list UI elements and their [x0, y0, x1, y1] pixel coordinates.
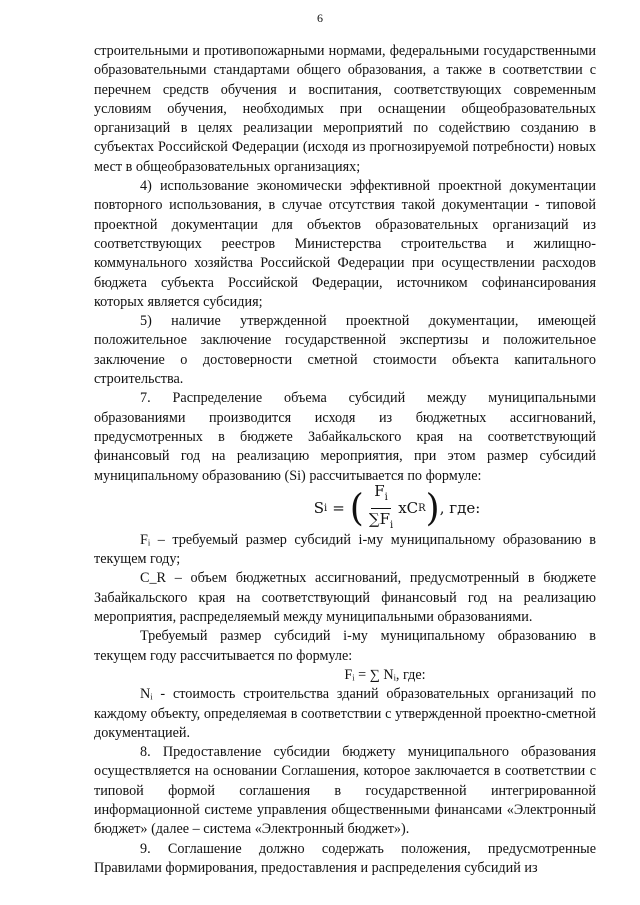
formula-subsidy-distribution: [94, 482, 596, 532]
formula-fraction: [366, 482, 396, 536]
paragraph-clause-7: 7. Распределение объема субсидий между муниципальными образованиями производится исходя из бюджетных ассигнований, предусмотренных в бюджете Забайкальского края на соответствующий финансовый год на реализацию мероприятия, при этом размер субсидий муниципальному образованию (Si) рассчитывается по формуле:: [94, 390, 596, 484]
paragraph-definition-ni: Nᵢ - стоимость строительства зданий образовательных организаций по каждому объекту, определяемая в соответствии с утвержденной проектно-сметной документацией.: [94, 686, 596, 741]
paragraph-definition-fi: Fᵢ – требуемый размер субсидий i-му муниципальному образованию в текущем году;: [94, 531, 596, 568]
paragraph-item-5: 5) наличие утвержденной проектной документации, имеющей положительное заключение государственной экспертизы и положительное заключение о достоверности сметной стоимости объекта капитального строительства.: [94, 313, 596, 388]
formula-numerator: F: [374, 482, 385, 501]
formula-required-size-text: Fᵢ = ∑ Nᵢ, где:: [344, 666, 426, 683]
formula-multiplier-sub: R: [418, 503, 426, 515]
formula-right-paren: ): [425, 486, 440, 530]
paragraph-clause-8: 8. Предоставление субсидии бюджету муниципального образования осуществляется на основании Соглашения, которое заключается в соответствии с типовой формой соглашения в государственной интегрированной информационной системе управления общественными финансами «Электронный бюджет» (далее – система «Электронный бюджет»).: [94, 744, 596, 838]
page-number: 6: [317, 11, 323, 25]
formula-denominator: F: [379, 510, 390, 529]
formula-lhs: S: [313, 499, 325, 518]
formula-lhs-sub: i: [324, 503, 328, 515]
formula-denominator-sub: i: [389, 520, 394, 532]
formula-equals: =: [332, 499, 345, 518]
paragraph-item-4: 4) использование экономически эффективной проектной документации повторного использования, в случае отсутствия такой документации - типовой проектной документации для объектов образовательных организаций из соответствующих реестров Министерства строительства и жилищно-коммунального хозяйства Российской Федерации при осуществлении расходов бюджета субъекта Российской Федерации, источником софинансирования которых является субсидия;: [94, 178, 596, 310]
paragraph-required-size: Требуемый размер субсидий i-му муниципальному образованию в текущем году рассчитывается по формуле:: [94, 628, 596, 664]
formula-suffix: , где:: [439, 499, 481, 518]
formula-sum-sign: ∑: [368, 510, 380, 529]
formula-numerator-sub: i: [384, 492, 388, 504]
formula-multiplier: xC: [398, 499, 419, 518]
document-body: [94, 42, 596, 878]
paragraph-norms: строительными и противопожарными нормами, федеральными государственными образовательными стандартами общего образования, а также в соответствии с перечнем средств обучения и воспитания, соответствующих современным условиям обучения, необходимых при оснащении общеобразовательных организаций в целях реализации мероприятий по содействию созданию в субъектах Российской Федерации (исходя из прогнозируемой потребности) новых мест в общеобразовательных организациях;: [94, 43, 596, 175]
formula-required-size: [94, 666, 596, 685]
formula-left-paren: (: [349, 486, 364, 530]
paragraph-clause-9: 9. Соглашение должно содержать положения, предусмотренные Правилами формирования, предоставления и распределения субсидий из: [94, 840, 596, 876]
paragraph-definition-cr: C_R – объем бюджетных ассигнований, предусмотренный в бюджете Забайкальского края на соответствующий финансовый год на реализацию мероприятия, распределяемый между муниципальными образованиями.: [94, 570, 596, 626]
